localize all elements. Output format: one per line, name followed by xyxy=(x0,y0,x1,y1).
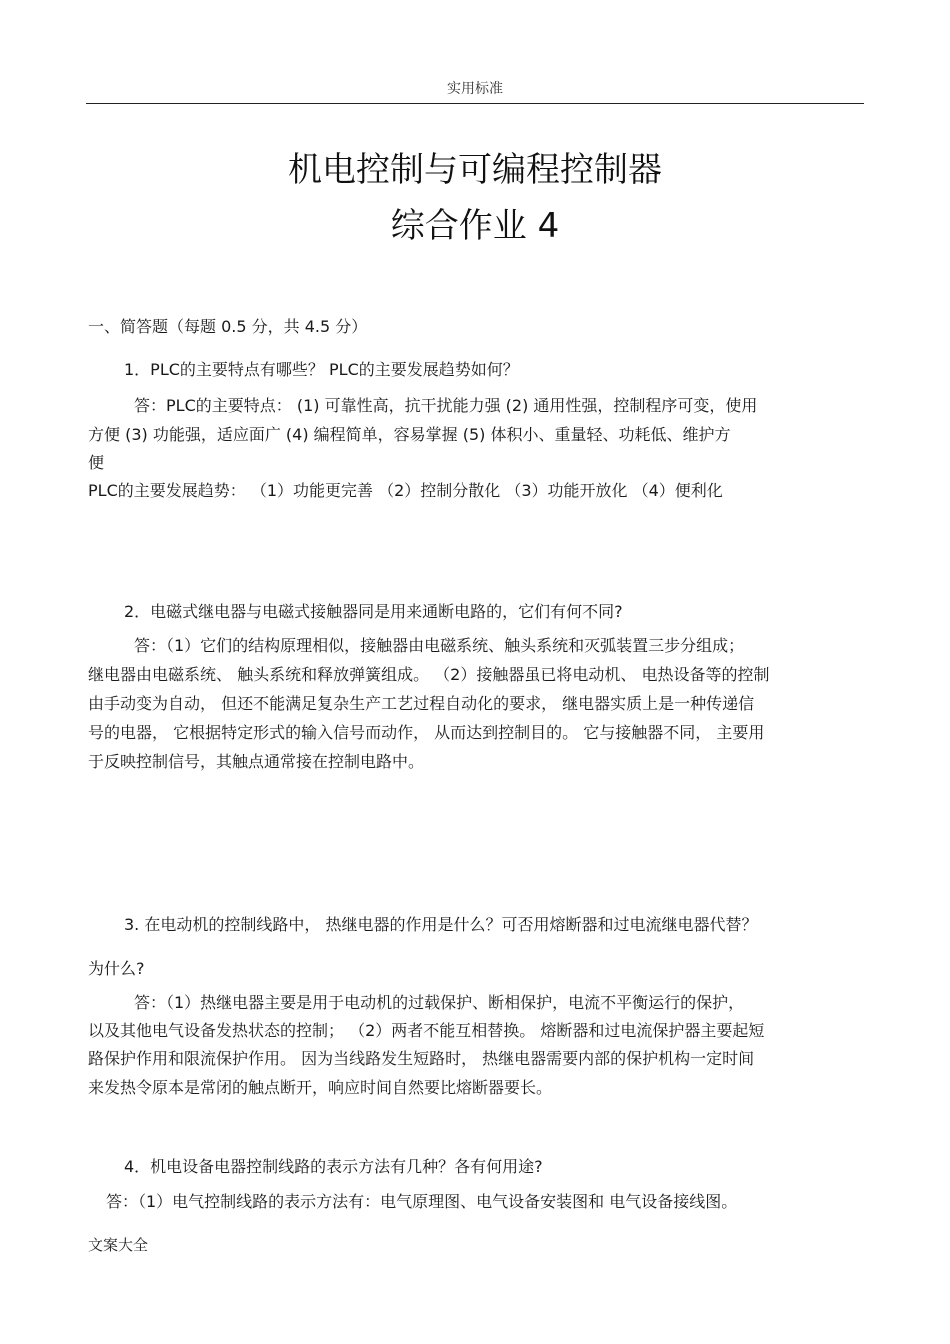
question-3-continued: 为什么? xyxy=(88,959,145,978)
answer-3-line: 答：（1）热继电器主要是用于电动机的过载保护、断相保护，电流不平衡运行的保护， xyxy=(134,993,745,1012)
answer-1-line: 方便 (3) 功能强，适应面广 (4) 编程简单，容易掌握 (5) 体积小、重量轻、功耗低、维护方 xyxy=(88,425,731,444)
answer-2-line: 继电器由电磁系统、 触头系统和释放弹簧组成。 （2）接触器虽已将电动机、 电热设备等的控制 xyxy=(88,665,770,684)
header-rule xyxy=(86,103,864,104)
answer-1-line: PLC的主要发展趋势： （1）功能更完善 （2）控制分散化 （3）功能开放化 （4）便利化 xyxy=(88,481,723,500)
question-3: 3. 在电动机的控制线路中， 热继电器的作用是什么？可否用熔断器和过电流继电器代替？ xyxy=(124,915,758,934)
answer-1-line: 答：PLC的主要特点： (1) 可靠性高，抗干扰能力强 (2) 通用性强，控制程序可变，使用 xyxy=(134,396,758,415)
page-footer: 文案大全 xyxy=(88,1236,149,1254)
answer-2-line: 由手动变为自动， 但还不能满足复杂生产工艺过程自动化的要求， 继电器实质上是一种传递信 xyxy=(88,694,755,713)
answer-4-line: 答：（1）电气控制线路的表示方法有：电气原理图、电气设备安装图和 电气设备接线图。 xyxy=(106,1192,738,1211)
answer-3-line: 来发热令原本是常闭的触点断开，响应时间自然要比熔断器要长。 xyxy=(88,1078,553,1097)
answer-2-line: 答：（1）它们的结构原理相似，接触器由电磁系统、触头系统和灭弧装置三步分组成； xyxy=(134,636,745,655)
section-heading: 一、简答题（每题 0.5 分，共 4.5 分） xyxy=(88,317,368,336)
document-title: 机电控制与可编程控制器 xyxy=(288,150,662,190)
question-4: 4．机电设备电器控制线路的表示方法有几种？各有何用途? xyxy=(124,1157,543,1176)
answer-2-line: 于反映控制信号，其触点通常接在控制电路中。 xyxy=(88,752,425,771)
answer-1-line: 便 xyxy=(88,453,105,472)
question-2: 2．电磁式继电器与电磁式接触器同是用来通断电路的，它们有何不同? xyxy=(124,602,623,621)
answer-3-line: 以及其他电气设备发热状态的控制； （2）两者不能互相替换。 熔断器和过电流保护器主要起短 xyxy=(88,1021,765,1040)
answer-3-line: 路保护作用和限流保护作用。 因为当线路发生短路时， 热继电器需要内部的保护机构一定时间 xyxy=(88,1049,755,1068)
answer-2-line: 号的电器， 它根据特定形式的输入信号而动作， 从而达到控制目的。 它与接触器不同， 主要用 xyxy=(88,723,765,742)
document-subtitle: 综合作业 4 xyxy=(390,206,560,246)
question-1: 1．PLC的主要特点有哪些？ PLC的主要发展趋势如何？ xyxy=(124,360,519,379)
page-header: 实用标准 xyxy=(447,81,503,97)
